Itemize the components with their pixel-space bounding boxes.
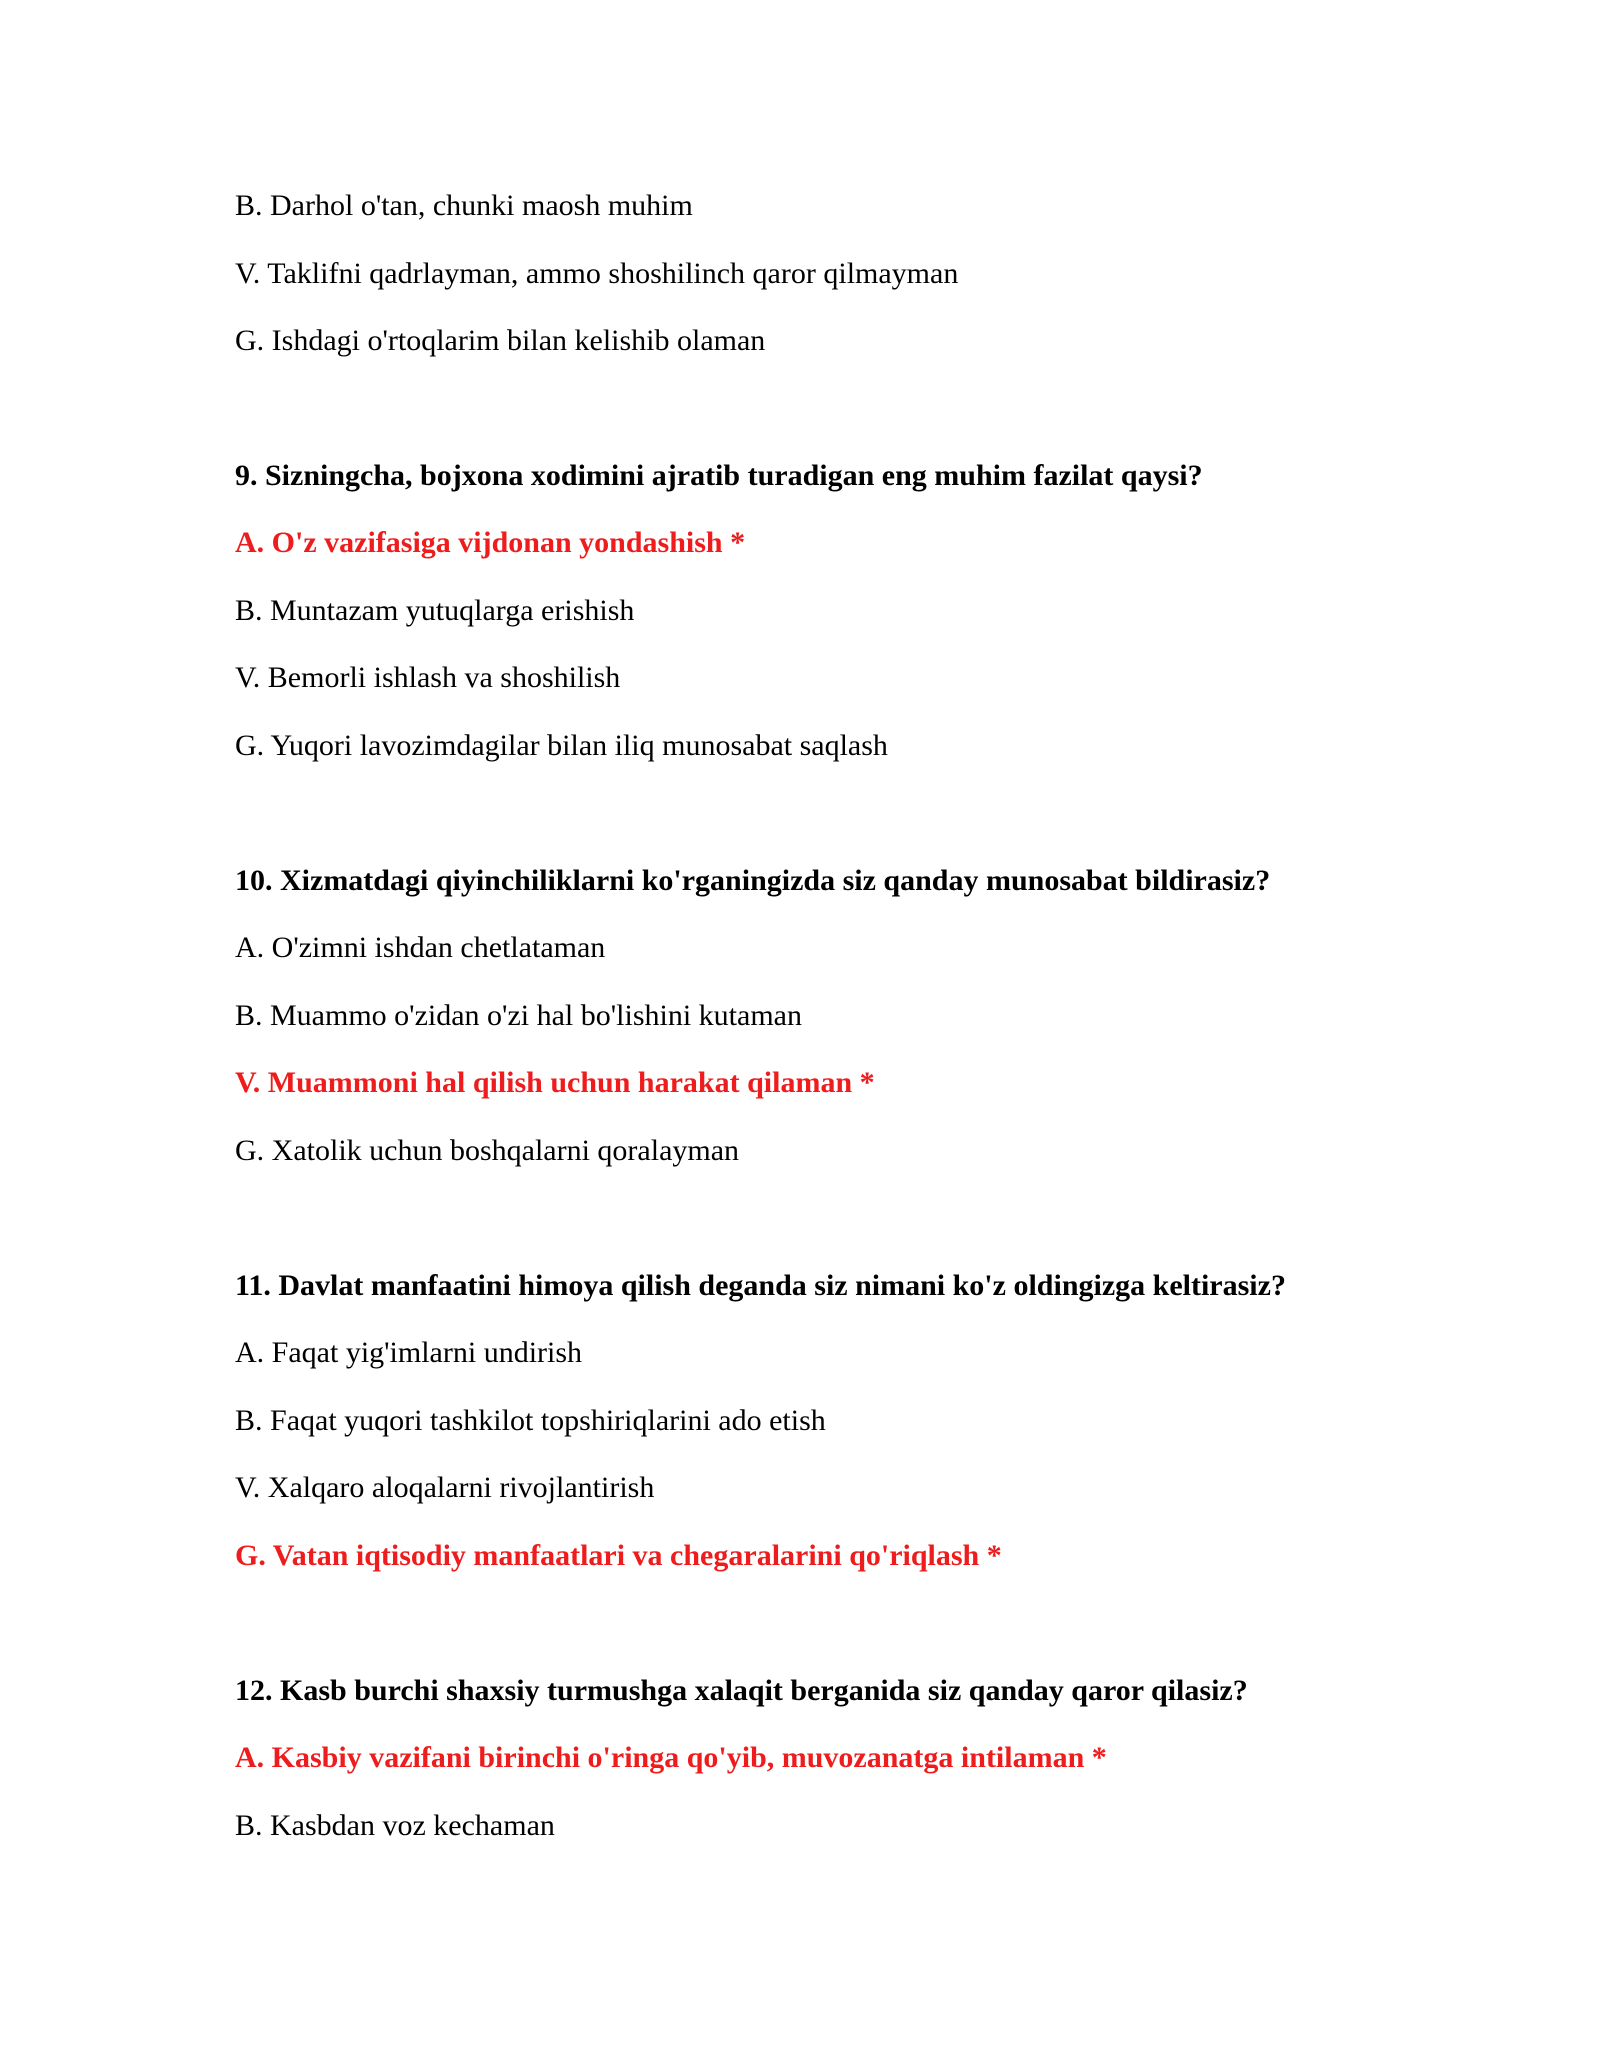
q9-option-a-correct: A. O'z vazifasiga vijdonan yondashish *	[235, 526, 746, 559]
q10-option-b: B. Muammo o'zidan o'zi hal bo'lishini kutaman	[235, 999, 802, 1032]
q10-option-v-correct: V. Muammoni hal qilish uchun harakat qilaman *	[235, 1066, 875, 1099]
question-11-title: 11. Davlat manfaatini himoya qilish deganda siz nimani ko'z oldingizga keltirasiz?	[235, 1269, 1286, 1302]
q8-option-g: G. Ishdagi o'rtoqlarim bilan kelishib olaman	[235, 324, 766, 357]
q9-option-g: G. Yuqori lavozimdagilar bilan iliq munosabat saqlash	[235, 729, 888, 762]
q12-option-a-correct: A. Kasbiy vazifani birinchi o'ringa qo'yib, muvozanatga intilaman *	[235, 1741, 1107, 1774]
question-12-title: 12. Kasb burchi shaxsiy turmushga xalaqit berganida siz qanday qaror qilasiz?	[235, 1674, 1248, 1707]
q10-option-a: A. O'zimni ishdan chetlataman	[235, 931, 606, 964]
q8-option-b: B. Darhol o'tan, chunki maosh muhim	[235, 189, 693, 222]
q12-option-b: B. Kasbdan voz kechaman	[235, 1809, 555, 1842]
q8-option-v: V. Taklifni qadrlayman, ammo shoshilinch qaror qilmayman	[235, 257, 959, 290]
q11-option-b: B. Faqat yuqori tashkilot topshiriqlarini ado etish	[235, 1404, 826, 1437]
q11-option-g-correct: G. Vatan iqtisodiy manfaatlari va chegaralarini qo'riqlash *	[235, 1539, 1002, 1572]
question-10-title: 10. Xizmatdagi qiyinchiliklarni ko'rganingizda siz qanday munosabat bildirasiz?	[235, 864, 1271, 897]
q11-option-a: A. Faqat yig'imlarni undirish	[235, 1336, 583, 1369]
q9-option-v: V. Bemorli ishlash va shoshilish	[235, 661, 621, 694]
question-9-title: 9. Sizningcha, bojxona xodimini ajratib turadigan eng muhim fazilat qaysi?	[235, 459, 1203, 492]
q10-option-g: G. Xatolik uchun boshqalarni qoralayman	[235, 1134, 740, 1167]
q11-option-v: V. Xalqaro aloqalarni rivojlantirish	[235, 1471, 655, 1504]
q9-option-b: B. Muntazam yutuqlarga erishish	[235, 594, 635, 627]
